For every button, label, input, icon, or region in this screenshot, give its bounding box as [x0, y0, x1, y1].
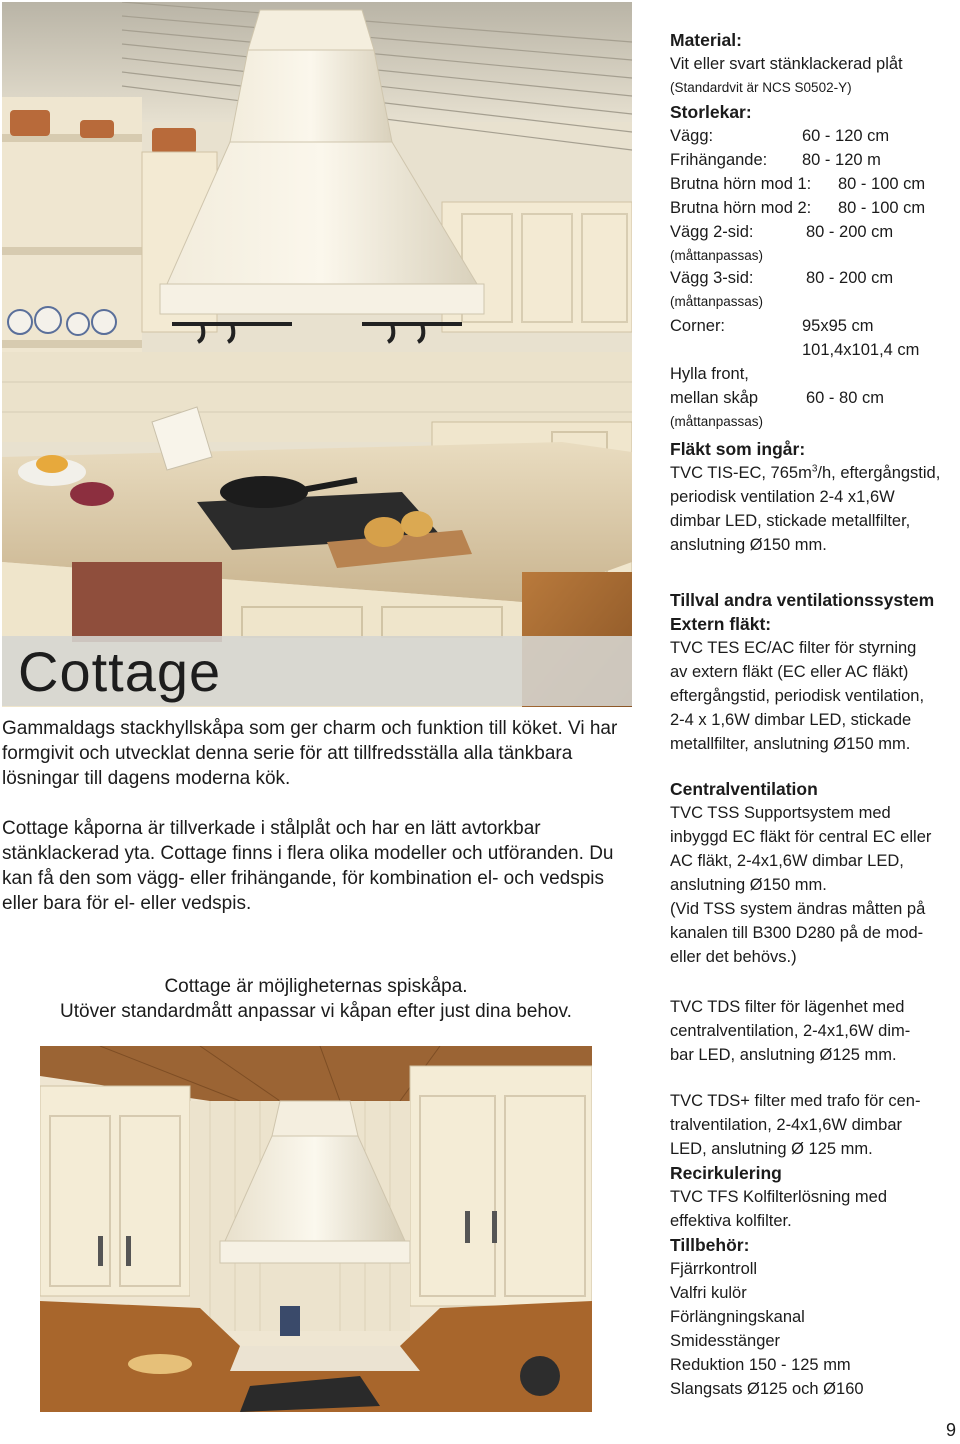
- size-row-wall-2: [670, 220, 960, 244]
- central-line: anslutning Ø150 mm.: [670, 876, 827, 894]
- extern-line: metallfilter, anslutning Ø150 mm.: [670, 735, 911, 753]
- accessory-item: Förlängningskanal: [670, 1308, 805, 1326]
- tdsplus-line: TVC TDS+ filter med trafo för cen-: [670, 1092, 921, 1110]
- size-label: mellan skåp: [670, 389, 759, 407]
- size-value: 60 - 80 cm: [806, 389, 884, 407]
- fan-line: [670, 461, 960, 485]
- options-section: [670, 588, 960, 756]
- tds-line: bar LED, anslutning Ø125 mm.: [670, 1046, 897, 1064]
- tdsplus-line: LED, anslutning Ø 125 mm.: [670, 1140, 873, 1158]
- size-value: 95x95 cm: [802, 317, 874, 335]
- size-label: Corner:: [670, 317, 726, 335]
- central-line: TVC TSS Supportsystem med: [670, 804, 891, 822]
- accessory-item: Smidesstänger: [670, 1332, 781, 1350]
- size-label: Hylla front,: [670, 365, 749, 383]
- size-value: 101,4x101,4 cm: [802, 341, 920, 359]
- extern-line: 2-4 x 1,6W dimbar LED, stickade: [670, 711, 912, 729]
- size-value: 80 - 200 cm: [806, 223, 894, 241]
- central-line: inbyggd EC fläkt för central EC eller: [670, 828, 932, 846]
- size-row-broken-2: [670, 196, 960, 220]
- size-row-free: [670, 148, 960, 172]
- size-value: 80 - 100 cm: [838, 175, 926, 193]
- fan-line: anslutning Ø150 mm.: [670, 536, 827, 554]
- size-note: (måttanpassas): [670, 294, 764, 309]
- central-heading: Centralventilation: [670, 779, 818, 799]
- fan-text: /h, eftergångstid,: [817, 464, 941, 482]
- corner-hood-photo: [40, 1046, 592, 1412]
- kitchen-island-photo: [2, 2, 632, 707]
- fan-text: TVC TIS-EC, 765m: [670, 464, 812, 482]
- size-row-shelf-2: [670, 386, 960, 410]
- fan-line: dimbar LED, stickade metallfilter,: [670, 512, 911, 530]
- tdsplus-section: [670, 1089, 960, 1401]
- tagline-line-1: Cottage är möjligheternas spiskåpa.: [164, 976, 468, 997]
- superscript: 3: [811, 463, 818, 475]
- size-row-corner-2: [670, 338, 960, 362]
- size-label: Vägg:: [670, 127, 714, 145]
- size-value: 60 - 120 cm: [802, 127, 890, 145]
- options-heading: Tillval andra ventilationssystem: [670, 590, 935, 610]
- central-line: eller det behövs.): [670, 948, 797, 966]
- size-row-wall-3: [670, 266, 960, 290]
- tds-line: TVC TDS filter för lägenhet med: [670, 998, 905, 1016]
- material-line: Vit eller svart stänklackerad plåt: [670, 55, 903, 73]
- specs-column: [670, 28, 960, 434]
- size-note: (måttanpassas): [670, 414, 764, 429]
- extern-line: eftergångstid, periodisk ventilation,: [670, 687, 925, 705]
- accessories-heading: Tillbehör:: [670, 1235, 750, 1255]
- tds-line: centralventilation, 2-4x1,6W dim-: [670, 1022, 911, 1040]
- fan-heading: Fläkt som ingår:: [670, 439, 806, 459]
- intro-text: [2, 716, 630, 941]
- size-value: 80 - 200 cm: [806, 269, 894, 287]
- size-label: Frihängande:: [670, 151, 768, 169]
- sizes-heading: Storlekar:: [670, 102, 752, 122]
- material-standard-note: (Standardvit är NCS S0502-Y): [670, 80, 852, 95]
- intro-paragraph-2: Cottage kåporna är tillverkade i stålplåt och har en lätt avtorkbar stänklackerad yta. Cottage finns i flera olika modeller och utföranden. Du kan få den som vägg- eller frihängande, för kombination el- och vedspis eller bara för el- eller vedspis.: [2, 818, 614, 914]
- recirc-line: effektiva kolfilter.: [670, 1212, 792, 1230]
- central-line: (Vid TSS system ändras måtten på: [670, 900, 926, 918]
- material-heading: Material:: [670, 30, 742, 50]
- size-row-corner: [670, 314, 960, 338]
- intro-paragraph-1: Gammaldags stackhyllskåpa som ger charm och funktion till köket. Vi har formgivit och utvecklat denna serie för att tillfredsställa alla tänkbara lösningar till dagens moderna kök.: [2, 718, 618, 789]
- size-value: 80 - 100 cm: [838, 199, 926, 217]
- central-line: AC fläkt, 2-4x1,6W dimbar LED,: [670, 852, 904, 870]
- size-value: 80 - 120 m: [802, 151, 881, 169]
- accessory-item: Slangsats Ø125 och Ø160: [670, 1380, 864, 1398]
- recirc-line: TVC TFS Kolfilterlösning med: [670, 1188, 888, 1206]
- size-note: (måttanpassas): [670, 248, 764, 263]
- extern-heading: Extern fläkt:: [670, 614, 772, 634]
- page-title: Cottage: [18, 640, 222, 703]
- page-number: 9: [946, 1420, 957, 1440]
- tdsplus-line: tralventilation, 2-4x1,6W dimbar: [670, 1116, 903, 1134]
- extern-line: TVC TES EC/AC filter för styrning: [670, 639, 917, 657]
- size-row-broken-1: [670, 172, 960, 196]
- central-section: [670, 777, 960, 969]
- size-label: Brutna hörn mod 2:: [670, 199, 812, 217]
- accessory-item: Valfri kulör: [670, 1284, 747, 1302]
- tagline: [2, 974, 630, 1024]
- size-row-wall: [670, 124, 960, 148]
- size-label: Brutna hörn mod 1:: [670, 175, 812, 193]
- size-label: Vägg 2-sid:: [670, 223, 754, 241]
- tds-section: [670, 995, 960, 1067]
- extern-line: av extern fläkt (EC eller AC fläkt): [670, 663, 909, 681]
- fan-section: [670, 437, 960, 557]
- size-label: Vägg 3-sid:: [670, 269, 754, 287]
- recirc-heading: Recirkulering: [670, 1163, 782, 1183]
- accessory-item: Fjärrkontroll: [670, 1260, 758, 1278]
- tagline-line-2: Utöver standardmått anpassar vi kåpan efter just dina behov.: [60, 1001, 572, 1022]
- accessory-item: Reduktion 150 - 125 mm: [670, 1356, 851, 1374]
- fan-line: periodisk ventilation 2-4 x1,6W: [670, 488, 895, 506]
- size-row-shelf: [670, 362, 960, 386]
- central-line: kanalen till B300 D280 på de mod-: [670, 924, 924, 942]
